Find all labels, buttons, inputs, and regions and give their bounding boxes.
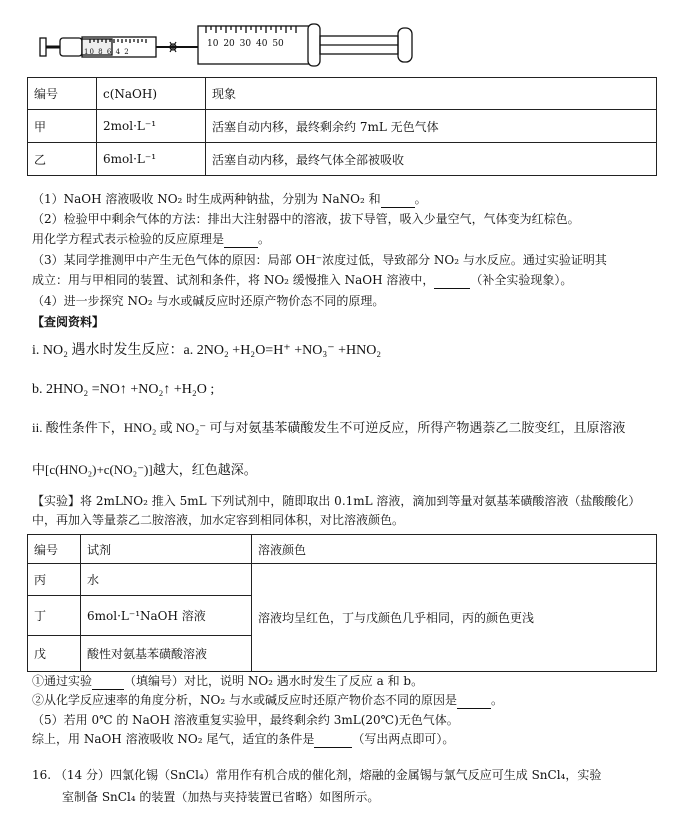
- reference-ii: ii. 酸性条件下，HNO₂ 或 NO₂⁻ 可与对氨基苯磺酸发生不可逆反应，所得产物遇萘乙二胺变红，且原溶液: [32, 420, 626, 435]
- experiment-text-b: 中，再加入等量萘乙二胺溶液，加水定容到相同体积，对比溶液颜色。: [32, 513, 405, 527]
- merged-color-cell: 溶液均呈红色，丁与戊颜色几乎相同，丙的颜色更浅: [252, 564, 657, 672]
- row-conc: 2mol·L⁻¹: [97, 110, 206, 143]
- question-16a: 16. （14 分）四氯化锡（SnCl₄）常用作有机合成的催化剂，熔融的金属锡与氯气反应可生成 SnCl₄，实验: [32, 768, 602, 782]
- header-cell: 溶液颜色: [252, 535, 657, 564]
- scale-label: 4: [115, 48, 122, 56]
- header-cell: c(NaOH): [97, 78, 206, 110]
- reference-heading: 【查阅资料】: [32, 315, 105, 329]
- reference-b: b. 2HNO₂ =NO↑ +NO₂↑ +H₂O ;: [32, 382, 215, 397]
- question-5b: 综上，用 NaOH 溶液吸收 NO₂ 尾气，适宜的条件是 （写出两点即可）。: [32, 732, 455, 746]
- question-1: （1）NaOH 溶液吸收 NO₂ 时生成两种钠盐，分别为 NaNO₂ 和 。: [32, 192, 427, 206]
- question-3b: 成立：用与甲相同的装置、试剂和条件，将 NO₂ 缓慢推入 NaOH 溶液中， （补全实验现象）。: [32, 273, 573, 287]
- reference-i: i. NO₂ 遇水时发生反应：a. 2NO₂ +H₂O=H⁺ +NO₃⁻ +HNO₂: [32, 343, 382, 358]
- experiment-text-a: 【实验】将 2mLNO₂ 推入 5mL 下列试剂中，随即取出 0.1mL 溶液，滴加到等量对氨基苯磺酸溶液（盐酸酸化）: [32, 494, 641, 508]
- scale-label: 10: [207, 39, 219, 49]
- scale-label: 6: [106, 48, 113, 56]
- answer-blank[interactable]: [224, 231, 258, 248]
- question-16b: 室制备 SnCl₄ 的装置（加热与夹持装置已省略）如图所示。: [62, 790, 380, 804]
- scale-label: 50: [272, 39, 284, 49]
- header-cell: 试剂: [81, 535, 252, 564]
- header-cell: 现象: [206, 78, 657, 110]
- row-reagent: 6mol·L⁻¹NaOH 溶液: [81, 596, 252, 636]
- answer-blank[interactable]: [92, 673, 124, 690]
- reagent-table: [27, 534, 657, 672]
- table-row: [28, 564, 657, 596]
- small-scale-labels: [84, 48, 130, 56]
- scale-label: 10: [84, 48, 95, 56]
- row-id: 乙: [28, 143, 97, 176]
- large-scale-labels: [207, 39, 284, 49]
- row-result: 活塞自动内移，最终气体全部被吸收: [206, 143, 657, 176]
- question-4: （4）进一步探究 NO₂ 与水或碱反应时还原产物价态不同的原理。: [32, 294, 385, 308]
- header-cell: 编号: [28, 78, 97, 110]
- question-5: （5）若用 0℃ 的 NaOH 溶液重复实验甲，最终剩余约 3mL(20℃)无色气体。: [32, 713, 459, 727]
- answer-blank[interactable]: [434, 272, 470, 289]
- answer-blank[interactable]: [381, 191, 415, 208]
- header-cell: 编号: [28, 535, 81, 564]
- row-reagent: 酸性对氨基苯磺酸溶液: [81, 636, 252, 672]
- table-header-row: [28, 78, 657, 110]
- row-reagent: 水: [81, 564, 252, 596]
- table-header-row: [28, 535, 657, 564]
- row-id: 甲: [28, 110, 97, 143]
- scale-label: 30: [239, 39, 252, 49]
- row-result: 活塞自动内移，最终剩余约 7mL 无色气体: [206, 110, 657, 143]
- table-row: [28, 143, 657, 176]
- table-row: [28, 110, 657, 143]
- answer-blank[interactable]: [314, 731, 352, 748]
- results-table: [27, 77, 657, 176]
- answer-blank[interactable]: [457, 692, 491, 709]
- reference-ii-cont: 中[c(HNO₂)+c(NO₂⁻)]越大，红色越深。: [32, 462, 257, 477]
- scale-label: 20: [223, 39, 235, 49]
- question-2a: （2）检验甲中剩余气体的方法：排出大注射器中的溶液，拔下导管，吸入少量空气，气体变为红棕色。: [32, 212, 580, 226]
- conclusion-2: ②从化学反应速率的角度分析，NO₂ 与水或碱反应时还原产物价态不同的原因是 。: [32, 693, 503, 707]
- question-2b: 用化学方程式表示检验的反应原理是 。: [32, 232, 271, 246]
- row-id: 丁: [28, 596, 81, 636]
- scale-label: 2: [124, 48, 130, 56]
- row-id: 戊: [28, 636, 81, 672]
- scale-label: 40: [255, 39, 268, 49]
- row-conc: 6mol·L⁻¹: [97, 143, 206, 176]
- conclusion-1: ①通过实验 （填编号）对比，说明 NO₂ 遇水时发生了反应 a 和 b。: [32, 674, 424, 688]
- question-3a: （3）某同学推测甲中产生无色气体的原因：局部 OH⁻浓度过低，导致部分 NO₂ 与水反应。通过实验证明其: [32, 253, 607, 267]
- scale-label: 8: [98, 48, 104, 56]
- row-id: 丙: [28, 564, 81, 596]
